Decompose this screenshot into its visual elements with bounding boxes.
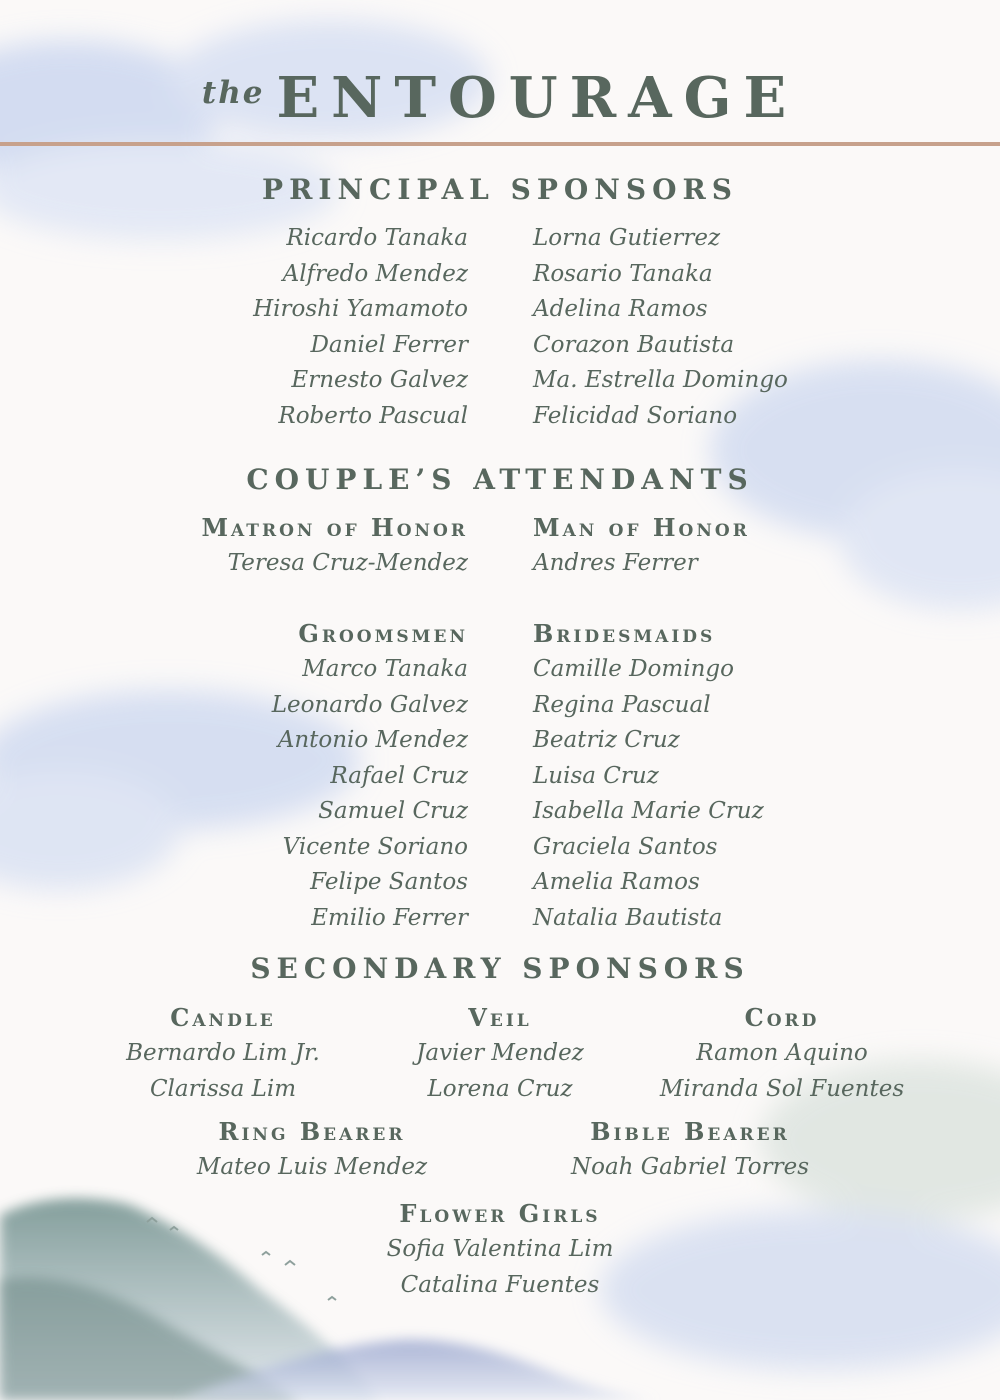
veil-list [380, 1036, 620, 1107]
ring-bearer-label: Ring Bearer [218, 1117, 406, 1146]
list-item: Lorena Cruz [427, 1075, 573, 1102]
list-item: Leonardo Galvez [271, 691, 468, 718]
page-title [0, 48, 1000, 151]
title-prefix: the [201, 75, 265, 111]
list-item: Sofia Valentina Lim [386, 1236, 614, 1262]
list-item: Miranda Sol Fuentes [659, 1075, 905, 1102]
list-item: Ma. Estrella Domingo [533, 367, 788, 393]
title-main: ENTOURAGE [276, 65, 799, 131]
list-item: Graciela Santos [533, 833, 718, 860]
bible-bearer-label: Bible Bearer [590, 1117, 790, 1146]
list-item: Isabella Marie Cruz [533, 798, 764, 824]
principal-sponsors-heading: PRINCIPAL SPONSORS [262, 173, 738, 206]
list-item: Javier Mendez [416, 1040, 584, 1066]
list-item: Ernesto Galvez [291, 367, 468, 393]
bridesmaids-label: Bridesmaids [533, 619, 716, 648]
candle-label: Candle [170, 1003, 276, 1032]
list-item: Rafael Cruz [330, 762, 468, 789]
list-item: Vicente Soriano [282, 833, 468, 860]
cord-list [642, 1036, 922, 1107]
list-item: Amelia Ramos [533, 869, 700, 895]
list-item: Antonio Mendez [277, 727, 468, 753]
list-item: Ricardo Tanaka [286, 225, 468, 251]
man-of-honor-label: Man of Honor [533, 513, 750, 542]
principal-sponsors-left-list [253, 221, 468, 434]
list-item: Felipe Santos [310, 869, 468, 895]
cord-label: Cord [744, 1003, 820, 1032]
list-item: Lorna Gutierrez [533, 225, 721, 251]
list-item: Catalina Fuentes [400, 1271, 600, 1298]
list-item: Corazon Bautista [533, 331, 735, 358]
matron-of-honor-name: Teresa Cruz-Mendez [227, 550, 468, 576]
list-item: Daniel Ferrer [310, 331, 468, 358]
veil-label: Veil [468, 1003, 532, 1032]
list-item: Alfredo Mendez [282, 260, 468, 287]
list-item: Adelina Ramos [533, 296, 708, 322]
list-item: Beatriz Cruz [533, 727, 680, 753]
bridesmaids-list [533, 652, 764, 936]
groomsmen-list [272, 652, 468, 936]
list-item: Rosario Tanaka [533, 260, 713, 287]
matron-of-honor-label: Matron of Honor [201, 513, 468, 542]
man-of-honor-name: Andres Ferrer [533, 550, 698, 576]
list-item: Bernardo Lim Jr. [126, 1040, 320, 1066]
ring-bearer-name: Mateo Luis Mendez [196, 1154, 428, 1180]
list-item: Marco Tanaka [302, 656, 468, 682]
flower-girls-label: Flower Girls [399, 1199, 601, 1228]
couples-attendants-heading: COUPLE’S ATTENDANTS [246, 463, 754, 496]
list-item: Regina Pascual [533, 691, 711, 718]
candle-list [103, 1036, 343, 1107]
list-item: Luisa Cruz [533, 762, 659, 789]
list-item: Hiroshi Yamamoto [253, 296, 468, 322]
title-divider [0, 142, 1000, 146]
list-item: Roberto Pascual [278, 402, 468, 429]
list-item: Natalia Bautista [533, 904, 723, 931]
list-item: Ramon Aquino [696, 1040, 868, 1066]
principal-sponsors-right-list [533, 221, 788, 434]
bible-bearer-name: Noah Gabriel Torres [570, 1154, 810, 1180]
list-item: Camille Domingo [533, 656, 734, 682]
secondary-sponsors-heading: SECONDARY SPONSORS [250, 952, 750, 985]
flower-girls-list [350, 1232, 650, 1303]
list-item: Felicidad Soriano [533, 402, 738, 429]
list-item: Clarissa Lim [149, 1075, 297, 1102]
list-item: Samuel Cruz [318, 798, 468, 824]
list-item: Emilio Ferrer [311, 904, 468, 931]
groomsmen-label: Groomsmen [298, 619, 468, 648]
